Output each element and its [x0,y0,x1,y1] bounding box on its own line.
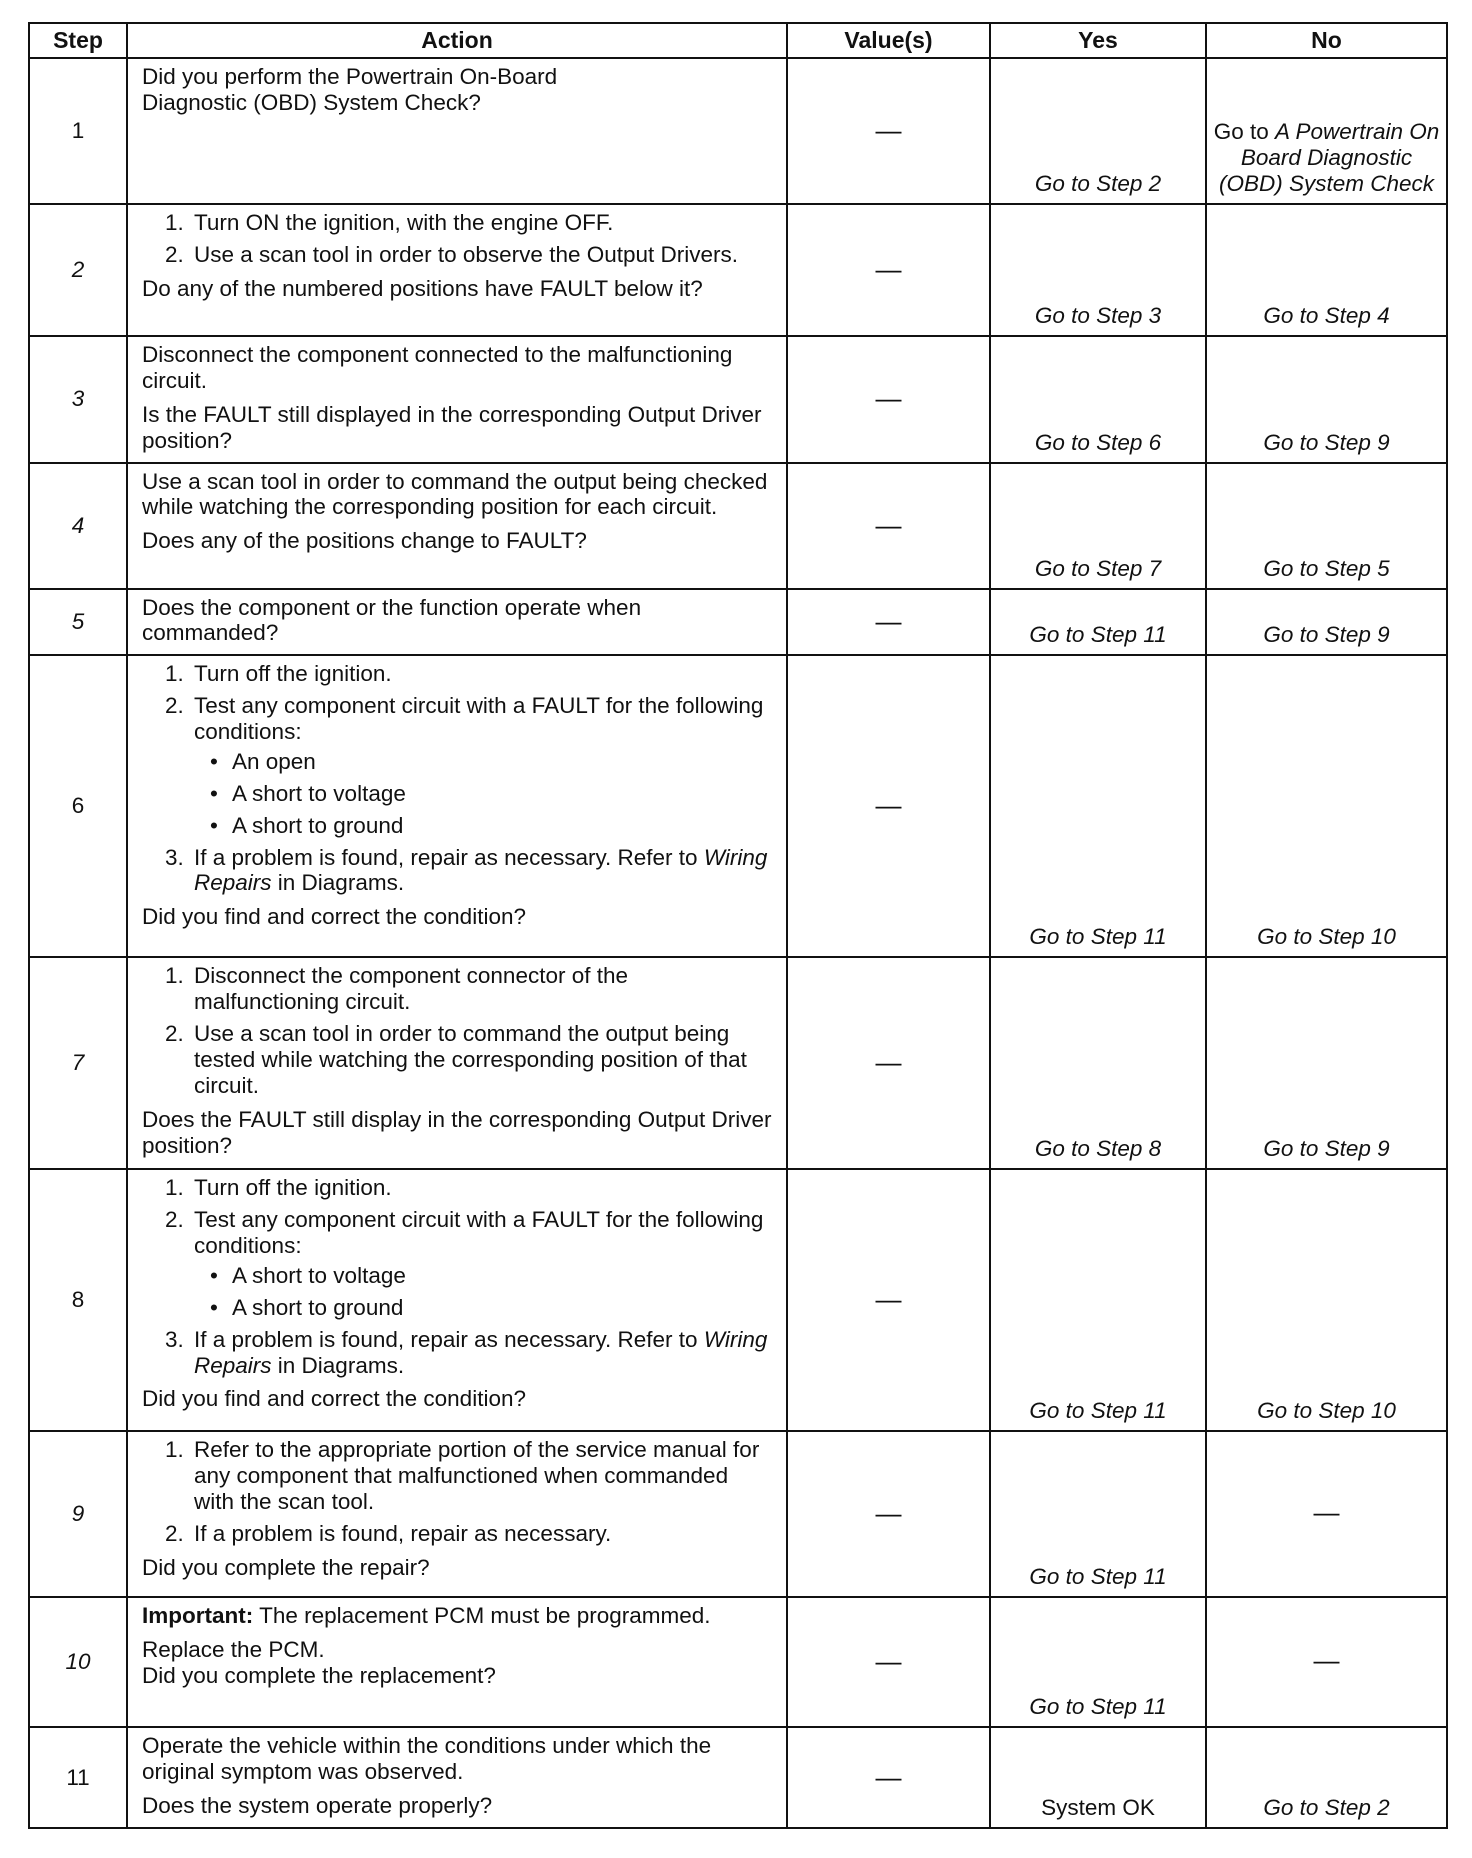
header-yes: Yes [990,23,1206,58]
table-row [29,58,1447,204]
action-question: Does the system operate properly? [142,1793,493,1818]
action-steps [142,963,772,1098]
action-steps [142,1437,772,1547]
table-row [29,655,1447,957]
action-cell [127,463,787,589]
action-step-text: Test any component circuit with a FAULT for the following conditions: [194,1207,764,1258]
step-number: 1 [29,58,127,204]
action-question: Does any of the positions change to FAULT? [142,528,587,554]
header-action: Action [127,23,787,58]
value-cell: — [787,1597,990,1727]
value-cell: — [787,204,990,336]
action-question: Do any of the numbered positions have FAULT below it? [142,275,703,301]
no-link[interactable]: Go to Step 4 [1206,204,1447,336]
no-value: — [1206,1597,1447,1727]
step-number: 7 [29,957,127,1169]
no-link[interactable]: Go to Step 9 [1206,336,1447,463]
yes-result: System OK [990,1727,1206,1828]
no-link[interactable]: Go to Step 9 [1206,589,1447,656]
action-cell [127,204,787,336]
action-steps [142,661,772,896]
step-number: 11 [29,1727,127,1828]
value-cell: — [787,1169,990,1431]
action-step: 1. Turn off the ignition. [190,661,772,687]
no-link[interactable] [1206,58,1447,204]
action-steps [142,210,772,268]
action-step-text: in Diagrams. [271,1352,405,1378]
condition-item: • A short to ground [228,1295,772,1321]
no-link-target: A Powertrain On Board Diagnostic (OBD) System Check [1218,119,1440,197]
action-question: Is the FAULT still displayed in the corresponding Output Driver position? [142,401,762,453]
action-cell [127,1169,787,1431]
action-step: 1. Turn ON the ignition, with the engine OFF. [190,210,772,236]
value-cell: — [787,1727,990,1828]
table-row [29,1727,1447,1828]
action-step-text: If a problem is found, repair as necessary. Refer to [194,1326,704,1352]
yes-link[interactable]: Go to Step 11 [990,1431,1206,1597]
yes-link[interactable]: Go to Step 11 [990,655,1206,957]
action-step [190,1327,772,1379]
action-step [190,1207,772,1321]
action-step: 2. If a problem is found, repair as necessary. [190,1521,772,1547]
header-values: Value(s) [787,23,990,58]
no-link[interactable]: Go to Step 5 [1206,463,1447,589]
table-row [29,1431,1447,1597]
action-cell [127,336,787,463]
action-step: 1. Disconnect the component connector of the malfunctioning circuit. [190,963,772,1015]
step-number: 6 [29,655,127,957]
yes-link[interactable]: Go to Step 7 [990,463,1206,589]
action-text: Replace the PCM. [142,1637,325,1663]
yes-link[interactable]: Go to Step 3 [990,204,1206,336]
action-question: Did you complete the replacement? [142,1663,496,1688]
value-cell: — [787,589,990,656]
table-row [29,589,1447,656]
yes-link[interactable]: Go to Step 11 [990,1597,1206,1727]
condition-item: • A short to voltage [228,1263,772,1289]
action-cell [127,957,787,1169]
condition-item: • An open [228,749,772,775]
value-cell: — [787,58,990,204]
step-number: 5 [29,589,127,656]
action-cell [127,1431,787,1597]
condition-list [194,749,772,839]
action-question: Did you find and correct the condition? [142,1386,526,1412]
action-step: 2. Use a scan tool in order to command the output being tested while watching the corresponding position of that circuit. [190,1021,772,1099]
yes-link[interactable]: Go to Step 11 [990,589,1206,656]
action-question: Did you complete the repair? [142,1554,430,1580]
action-question: Does the component or the function operate when commanded? [142,594,642,646]
header-no: No [1206,23,1447,58]
value-cell: — [787,655,990,957]
action-text: Operate the vehicle within the conditions under which the original symptom was observed. [142,1733,712,1785]
value-cell: — [787,957,990,1169]
action-step-text: in Diagrams. [271,870,405,896]
action-question: Does the FAULT still display in the corresponding Output Driver position? [142,1106,772,1158]
no-link[interactable]: Go to Step 2 [1206,1727,1447,1828]
action-step: 1. Refer to the appropriate portion of the service manual for any component that malfunctioned when commanded with the scan tool. [190,1437,772,1515]
condition-item: • A short to ground [228,813,772,839]
table-row [29,1169,1447,1431]
action-question: Did you find and correct the condition? [142,904,526,930]
step-number: 2 [29,204,127,336]
action-text: Use a scan tool in order to command the output being checked while watching the corresponding position for each circuit. [142,468,768,520]
step-number: 3 [29,336,127,463]
no-link-prefix: Go to [1213,119,1276,145]
step-number: 4 [29,463,127,589]
no-link[interactable]: Go to Step 9 [1206,957,1447,1169]
header-step: Step [29,23,127,58]
important-text: The replacement PCM must be programmed. [253,1603,711,1629]
no-link[interactable]: Go to Step 10 [1206,655,1447,957]
table-row [29,463,1447,589]
header-row [29,23,1447,58]
action-step-text: Test any component circuit with a FAULT for the following conditions: [194,693,764,744]
value-cell: — [787,336,990,463]
action-text: Disconnect the component connected to the malfunctioning circuit. [142,342,733,393]
action-text: Did you perform the Powertrain On-Board [142,64,558,89]
table-row [29,336,1447,463]
action-step [190,845,772,897]
important-label: Important: [142,1603,254,1629]
condition-item: • A short to voltage [228,781,772,807]
action-cell [127,58,787,204]
action-step: 1. Turn off the ignition. [190,1175,772,1201]
action-cell [127,589,787,656]
step-number: 9 [29,1431,127,1597]
action-step-text: If a problem is found, repair as necessary. Refer to [194,844,704,870]
step-number: 8 [29,1169,127,1431]
yes-link[interactable]: Go to Step 11 [990,1169,1206,1431]
table-row [29,204,1447,336]
condition-list [194,1263,772,1321]
wiring-repairs-link[interactable]: Wiring Repairs [194,844,768,896]
yes-link[interactable]: Go to Step 6 [990,336,1206,463]
yes-link[interactable]: Go to Step 2 [990,58,1206,204]
wiring-repairs-link[interactable]: Wiring Repairs [194,1326,768,1378]
action-step [190,693,772,838]
important-note [142,1603,772,1629]
no-value: — [1206,1431,1447,1597]
action-cell [127,1727,787,1828]
action-steps [142,1175,772,1378]
yes-link[interactable]: Go to Step 8 [990,957,1206,1169]
action-cell [127,655,787,957]
table-row [29,1597,1447,1727]
action-step: 2. Use a scan tool in order to observe the Output Drivers. [190,242,772,268]
no-link[interactable]: Go to Step 10 [1206,1169,1447,1431]
action-text: Diagnostic (OBD) System Check? [142,89,481,115]
action-cell [127,1597,787,1727]
diagnostic-table [28,22,1448,1829]
step-number: 10 [29,1597,127,1727]
value-cell: — [787,463,990,589]
table-row [29,957,1447,1169]
value-cell: — [787,1431,990,1597]
